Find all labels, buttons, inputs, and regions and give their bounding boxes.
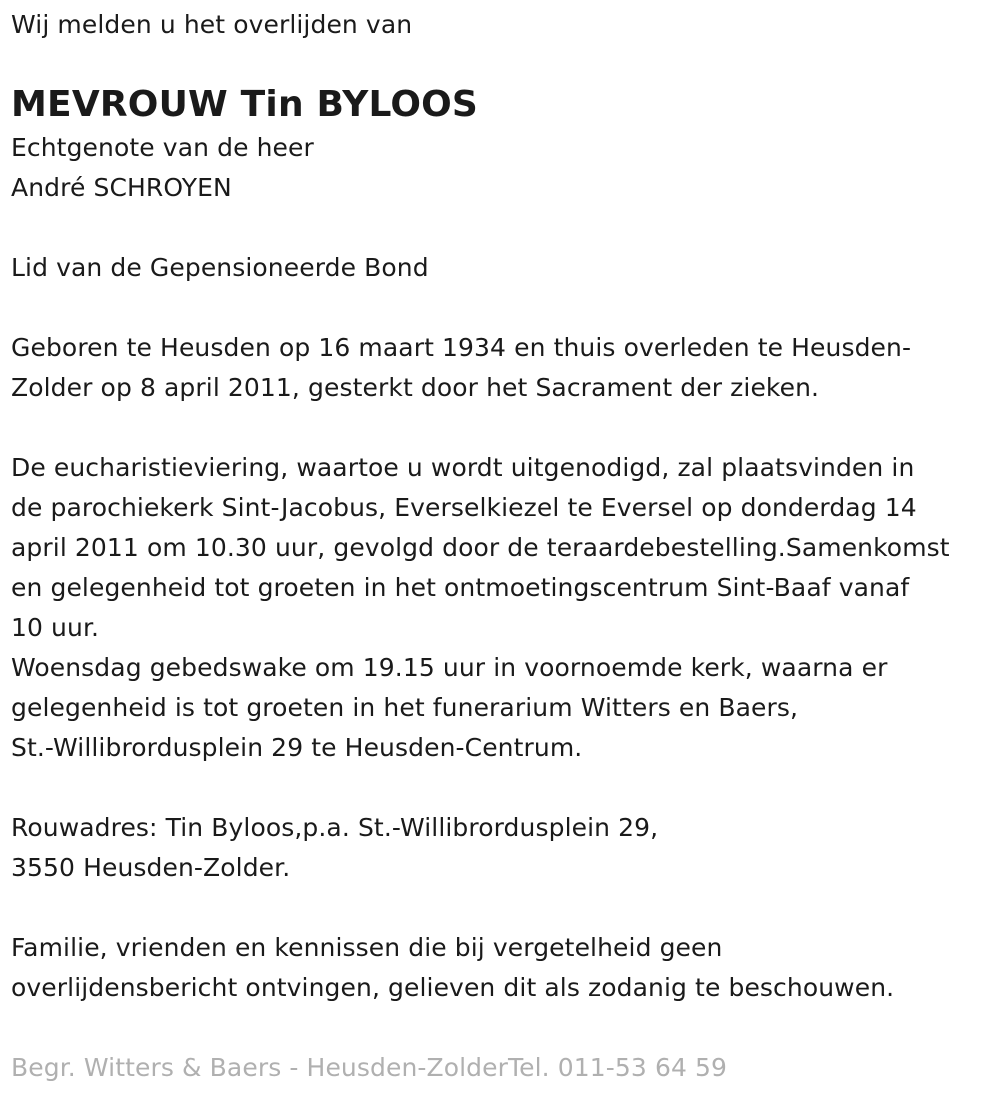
birth-death-line-2: Zolder op 8 april 2011, gesterkt door het Sacrament der zieken. <box>11 373 820 402</box>
birth-death-line-1: Geboren te Heusden op 16 maart 1934 en thuis overleden te Heusden- <box>11 333 912 362</box>
spacer <box>11 288 996 328</box>
spacer <box>11 1008 996 1048</box>
spacer <box>11 208 996 248</box>
mourning-address-line-1: Rouwadres: Tin Byloos,p.a. St.-Willibrordusplein 29, <box>11 813 659 842</box>
closing-note-line-1: Familie, vrienden en kennissen die bij vergetelheid geen <box>11 933 723 962</box>
spacer <box>11 408 996 448</box>
closing-note-line-2: overlijdensbericht ontvingen, gelieven dit als zodanig te beschouwen. <box>11 973 895 1002</box>
ceremony-line: de parochiekerk Sint-Jacobus, Everselkiezel te Eversel op donderdag 14 <box>11 493 917 522</box>
spacer <box>11 888 996 928</box>
membership-text: Lid van de Gepensioneerde Bond <box>11 253 429 282</box>
intro-text: Wij melden u het overlijden van <box>11 10 413 39</box>
wake-line: Woensdag gebedswake om 19.15 uur in voornoemde kerk, waarna er <box>11 653 888 682</box>
mourning-address-line-2: 3550 Heusden-Zolder. <box>11 853 291 882</box>
funeral-home-footer: Begr. Witters & Baers - Heusden-ZolderTel. 011-53 64 59 <box>11 1053 728 1082</box>
ceremony-line: 10 uur. <box>11 613 100 642</box>
death-notice <box>11 0 996 1088</box>
spouse-line-2: André SCHROYEN <box>11 173 232 202</box>
ceremony-line: april 2011 om 10.30 uur, gevolgd door de teraardebestelling.Samenkomst <box>11 533 950 562</box>
spacer <box>11 768 996 808</box>
wake-line: gelegenheid is tot groeten in het funerarium Witters en Baers, <box>11 693 799 722</box>
ceremony-line: De eucharistieviering, waartoe u wordt uitgenodigd, zal plaatsvinden in <box>11 453 915 482</box>
deceased-name: MEVROUW Tin BYLOOS <box>11 84 479 125</box>
spouse-line-1: Echtgenote van de heer <box>11 133 314 162</box>
ceremony-line: en gelegenheid tot groeten in het ontmoetingscentrum Sint-Baaf vanaf <box>11 573 910 602</box>
wake-line: St.-Willibrordusplein 29 te Heusden-Centrum. <box>11 733 583 762</box>
